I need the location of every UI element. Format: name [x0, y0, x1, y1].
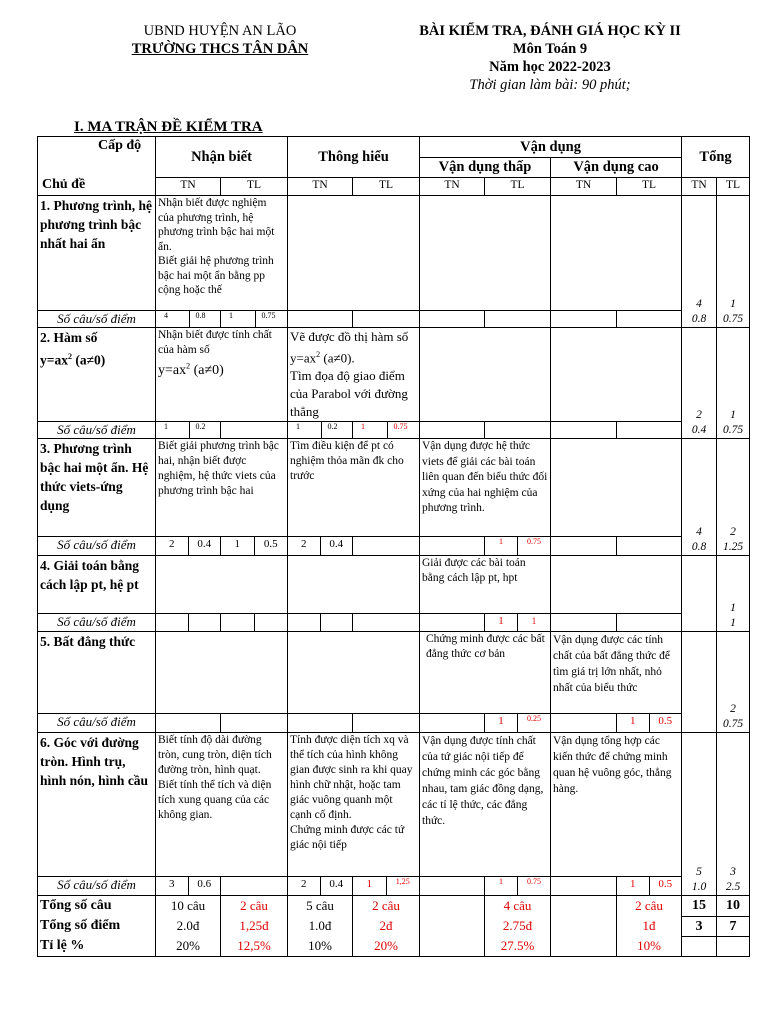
empty-cell	[682, 936, 717, 956]
count-split	[156, 614, 189, 631]
exam-title: BÀI KIỂM TRA, ĐÁNH GIÁ HỌC KỲ II	[419, 23, 681, 39]
description-part: (a≠0).	[320, 350, 355, 366]
count-cell	[353, 614, 420, 632]
count-split	[221, 614, 255, 631]
sum-tn-points: 3	[682, 916, 717, 936]
vdc-description: Vận dụng được các tính chất của bất đẳng thức để tìm giá trị lớn nhất, nhỏ nhất của biểu thức	[551, 632, 682, 714]
count-cell	[221, 422, 288, 439]
count-value: 0.4	[329, 878, 344, 891]
tong-header: Tổng	[682, 137, 750, 178]
count-cell	[485, 714, 551, 733]
subject: Môn Toán 9	[512, 41, 588, 57]
th-description	[288, 196, 420, 311]
count-value: 0.75	[527, 537, 541, 547]
count-value: 2	[288, 537, 321, 555]
count-cell	[617, 714, 682, 733]
total-tn	[682, 632, 717, 733]
so-cau-label: Số câu/số điểm	[38, 614, 156, 632]
tn-header: TN	[156, 178, 221, 196]
so-cau-label: Số câu/số điểm	[38, 877, 156, 896]
count-value: 0.5	[263, 538, 278, 551]
count-cell	[617, 537, 682, 556]
description-part	[158, 363, 224, 378]
count-cell	[156, 422, 221, 439]
count-value: 0.6	[197, 878, 212, 891]
count-cell	[221, 614, 288, 632]
vdc-description: Vận dụng tổng hợp các kiến thức để chứng minh quan hệ vuông góc, thẳng hàng.	[551, 733, 682, 877]
tl-header: TL	[485, 178, 551, 196]
total-tl: 3 2.5	[717, 733, 750, 896]
description-part: Vẽ được đồ thị hàm số y=ax	[290, 329, 409, 366]
tl-header: TL	[353, 178, 420, 196]
vd-thap-header: Vận dụng thấp	[420, 158, 551, 178]
duration: Thời gian làm bài: 90 phút;	[469, 77, 631, 93]
total-questions-label: Tổng số câu	[40, 898, 112, 914]
count-cell	[221, 537, 288, 556]
total-tn: 2 0.4	[682, 328, 717, 439]
vdt-description: Chứng minh được các bất đẳng thức cơ bản	[420, 632, 551, 714]
count-cell	[485, 877, 551, 896]
tl-header: TL	[717, 178, 750, 196]
count-cell	[156, 311, 221, 328]
count-value: 0.2	[327, 422, 338, 432]
nb-description: Biết tính độ dài đường tròn, cung tròn, diện tích đường tròn, hình quạt. Biết tính thể tích và diện tích xung quang của các không gian.	[156, 733, 288, 877]
count-cell	[288, 714, 353, 733]
count-value: 1	[221, 311, 256, 327]
count-value: 1	[485, 614, 518, 631]
count-value: 1	[221, 537, 255, 555]
count-cell	[617, 311, 682, 328]
vdc-description	[551, 328, 682, 422]
thong-hieu-header: Thông hiểu	[288, 137, 420, 178]
count-value: 1	[617, 877, 650, 895]
total-tn: 5 1.0	[682, 733, 717, 896]
total-tl: 1 0.75	[717, 328, 750, 439]
tl-header: TL	[221, 178, 288, 196]
description-part: Nhận biết được tính chất của hàm số	[158, 329, 272, 356]
vdc-description	[551, 196, 682, 311]
vdc-description	[551, 556, 682, 614]
count-value: 1,25	[395, 877, 410, 887]
empty-cell	[717, 936, 750, 956]
tn-header: TN	[551, 178, 617, 196]
count-cell	[288, 422, 353, 439]
vdt-description: Vận dụng được hệ thức viets để giải các bài toán liên quan đến biểu thức đối xứng của hai nghiệm của phương trình.	[420, 439, 551, 537]
sum-tl-questions: 10	[717, 896, 750, 916]
topic-name: 4. Giải toán bằng cách lập pt, hệ pt	[38, 556, 156, 614]
count-value: 1	[485, 877, 518, 895]
count-value: 1	[531, 616, 537, 627]
topic-name: 6. Góc với đường tròn. Hình trụ, hình nón, hình cầu	[38, 733, 156, 877]
matrix-table	[37, 136, 750, 957]
count-value: 2	[156, 537, 189, 555]
formula: y=ax	[158, 362, 187, 378]
header-left	[100, 22, 340, 58]
count-cell	[551, 714, 617, 733]
count-cell	[551, 614, 617, 632]
count-cell	[353, 422, 420, 439]
formula: (a≠0)	[190, 362, 224, 378]
total-vdc-tl: 2 câu 1đ 10%	[617, 896, 682, 957]
so-cau-label: Số câu/số điểm	[38, 537, 156, 556]
cap-do-label: Cấp độ	[98, 138, 142, 153]
count-cell	[551, 877, 617, 896]
nb-description: Nhận biết được nghiệm của phương trình, hệ phương trình bậc hai một ẩn. Biết giải hệ phương trình bậc hai một ẩn bằng pp cộng hoặc thế	[156, 196, 288, 311]
total-vdt-tl: 4 câu 2.75đ 27.5%	[485, 896, 551, 957]
total-th-tl: 2 câu 2đ 20%	[353, 896, 420, 957]
total-nb-tl: 2 câu 1,25đ 12,5%	[221, 896, 288, 957]
count-cell	[353, 311, 420, 328]
count-cell	[156, 714, 221, 733]
count-value: 1	[156, 422, 190, 438]
vdt-description	[420, 328, 551, 422]
count-value: 1	[485, 537, 518, 555]
count-split	[255, 614, 288, 631]
count-cell	[288, 537, 353, 556]
header-right	[380, 22, 720, 94]
th-description	[288, 556, 420, 614]
count-value: 1	[353, 422, 388, 438]
count-cell	[485, 537, 551, 556]
total-th-tn: 5 câu 1.0đ 10%	[288, 896, 353, 957]
count-value: 0.5	[658, 715, 673, 728]
count-cell	[485, 614, 551, 632]
count-value: 0.25	[527, 714, 541, 724]
totals-label-cell	[38, 896, 156, 957]
count-value: 0.4	[329, 538, 344, 551]
sum-tn-questions: 15	[682, 896, 717, 916]
total-tl: 2 1.25	[717, 439, 750, 556]
sum-tl-points: 7	[717, 916, 750, 936]
th-description	[288, 632, 420, 714]
total-nb-tn: 10 câu 2.0đ 20%	[156, 896, 221, 957]
count-cell	[288, 877, 353, 896]
nb-description	[156, 556, 288, 614]
tn-header: TN	[682, 178, 717, 196]
count-value: 3	[156, 877, 189, 895]
count-cell	[420, 614, 485, 632]
vdt-description	[420, 196, 551, 311]
count-cell	[420, 877, 485, 896]
total-tn: 4 0.8	[682, 439, 717, 556]
count-split	[288, 614, 321, 631]
count-cell	[156, 877, 221, 896]
count-cell	[420, 311, 485, 328]
nb-description	[156, 632, 288, 714]
count-value: 1	[485, 714, 518, 732]
count-cell	[551, 311, 617, 328]
count-cell	[420, 422, 485, 439]
count-value: 0.75	[527, 877, 541, 887]
count-value: 1	[353, 877, 387, 895]
count-cell	[420, 714, 485, 733]
count-cell	[617, 422, 682, 439]
chu-de-label: Chủ đề	[42, 177, 86, 192]
description-part: Tìm đọa độ giao điểm của Parabol với đường thẳng	[290, 368, 408, 420]
count-value: 0.5	[658, 878, 673, 891]
school-year: Năm học 2022-2023	[489, 59, 611, 75]
school-name: TRƯỜNG THCS TÂN DÂN	[131, 41, 309, 57]
count-cell	[420, 537, 485, 556]
count-cell	[617, 614, 682, 632]
count-value: 0.8	[195, 311, 206, 320]
vdc-description	[551, 439, 682, 537]
total-vdt-tn	[420, 896, 485, 957]
count-cell	[353, 877, 420, 896]
count-split	[321, 614, 353, 631]
count-cell	[221, 311, 288, 328]
total-vdc-tn	[551, 896, 617, 957]
topic-name: 1. Phương trình, hệ phương trình bậc nhất hai ẩn	[38, 196, 156, 311]
count-cell	[485, 311, 551, 328]
total-tl: 1 1	[717, 556, 750, 632]
so-cau-label: Số câu/số điểm	[38, 311, 156, 328]
count-cell	[353, 537, 420, 556]
count-value: 2	[288, 877, 321, 895]
count-cell	[353, 714, 420, 733]
count-value: 4	[156, 311, 190, 327]
vdt-description: Vận dụng được tính chất của tứ giác nội tiếp để chứng minh các góc bằng nhau, tam giác đồng dạng, các tỉ lệ thức, các đẳng thức.	[420, 733, 551, 877]
count-cell	[617, 877, 682, 896]
th-description	[288, 328, 420, 422]
topic-name	[38, 328, 156, 422]
topic-name-part: y=ax	[40, 352, 68, 368]
superscript: 2	[67, 352, 72, 361]
topic-name: 5. Bất đẳng thức	[38, 632, 156, 714]
count-cell	[156, 614, 221, 632]
district-name: UBND HUYỆN AN LÃO	[143, 23, 297, 39]
count-cell	[221, 714, 288, 733]
count-cell	[551, 537, 617, 556]
total-tn: 4 0.8	[682, 196, 717, 328]
th-description: Tìm điều kiện để pt có nghiệm thỏa mãn đk cho trước	[288, 439, 420, 537]
count-value: 1	[288, 422, 322, 438]
tn-header: TN	[420, 178, 485, 196]
vdt-description: Giải được các bài toán bằng cách lập pt, hpt	[420, 556, 551, 614]
count-value: 0.75	[393, 422, 408, 432]
vd-cao-header: Vận dụng cao	[551, 158, 682, 178]
nhan-biet-header: Nhận biết	[156, 137, 288, 178]
count-cell	[221, 877, 288, 896]
so-cau-label: Số câu/số điểm	[38, 422, 156, 439]
topic-name: 3. Phương trình bậc hai một ẩn. Hệ thức viets-ứng dụng	[38, 439, 156, 537]
count-cell	[288, 614, 353, 632]
tl-header: TL	[617, 178, 682, 196]
topic-name-part: 2. Hàm số	[40, 330, 98, 345]
count-cell	[485, 422, 551, 439]
superscript: 2	[316, 350, 321, 359]
count-cell	[551, 422, 617, 439]
ratio-label: Tỉ lệ %	[40, 938, 85, 954]
count-value: 0.75	[261, 311, 276, 320]
section-title: I. MA TRẬN ĐỀ KIỂM TRA	[74, 119, 263, 135]
superscript: 2	[186, 361, 191, 370]
count-value: 0.4	[197, 538, 212, 551]
topic-name-part: (a≠0)	[71, 352, 106, 368]
so-cau-label: Số câu/số điểm	[38, 714, 156, 733]
van-dung-header: Vận dụng	[420, 137, 682, 158]
count-split	[189, 614, 221, 631]
total-tl: 2 0.75	[717, 632, 750, 733]
nb-description	[156, 328, 288, 422]
total-tl: 1 0.75	[717, 196, 750, 328]
count-value: 1	[617, 714, 650, 732]
corner-cell	[38, 137, 156, 196]
total-tn	[682, 556, 717, 632]
th-description: Tính được diện tích xq và thể tích của hình không gian được sinh ra khi quay hình chữ nhật, hoặc tam giác vuông quanh một cạnh cố định. Chứng minh được các tứ giác nội tiếp	[288, 733, 420, 877]
count-cell	[288, 311, 353, 328]
count-cell	[156, 537, 221, 556]
count-value: 0.2	[195, 422, 206, 432]
tn-header: TN	[288, 178, 353, 196]
nb-description: Biết giải phương trình bậc hai, nhận biết được nghiệm, hệ thức viets của phương trình bậc hai	[156, 439, 288, 537]
total-points-label: Tổng số điểm	[40, 918, 121, 934]
